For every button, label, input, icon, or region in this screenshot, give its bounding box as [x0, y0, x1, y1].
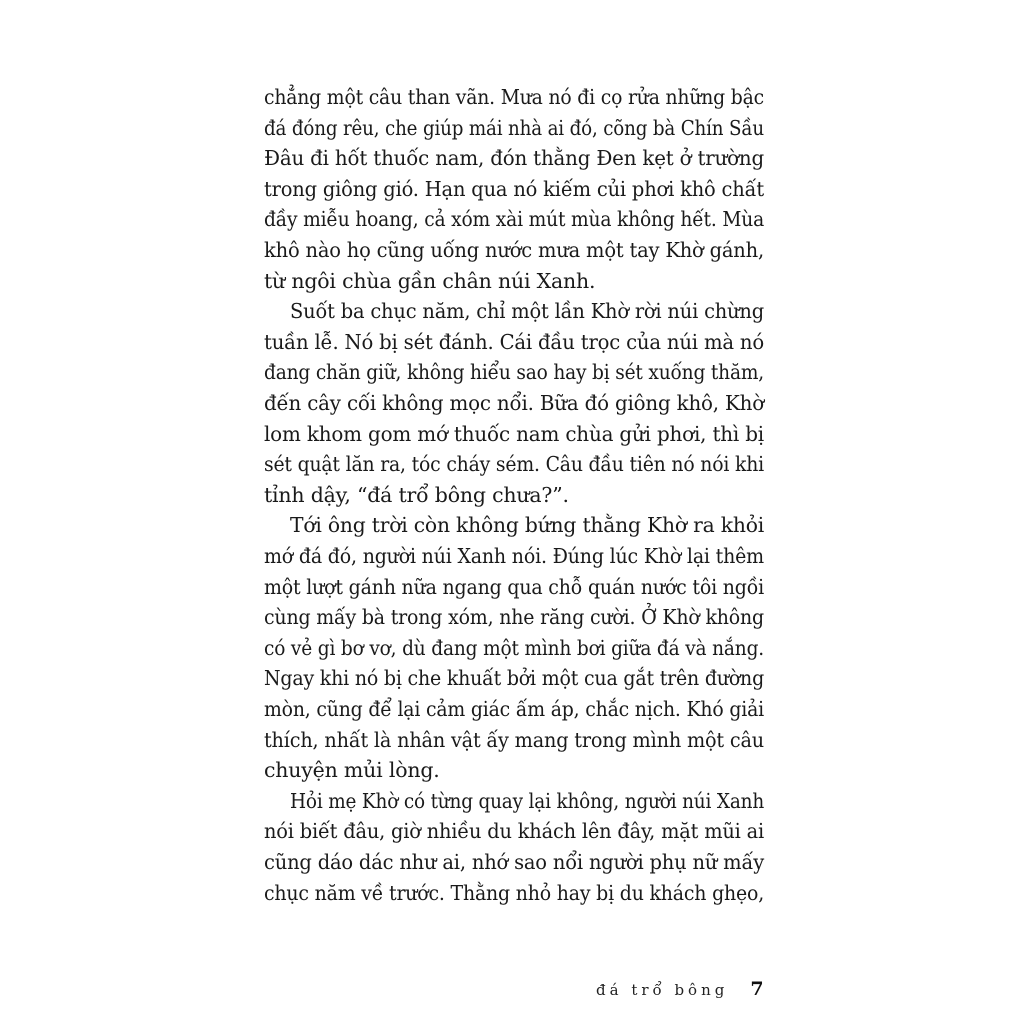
text-line: cùng mấy bà trong xóm, nhe răng cười. Ở Khờ không: [264, 605, 764, 630]
text-line: thích, nhất là nhân vật ấy mang trong mình một câu: [264, 727, 765, 752]
text-line: tỉnh dậy, “đá trổ bông chưa?”.: [264, 482, 569, 507]
text-line: khô nào họ cũng uống nước mưa một tay Khờ gánh,: [264, 238, 764, 262]
text-line: chuyện mủi lòng.: [264, 758, 440, 783]
text-line: sét quật lăn ra, tóc cháy sém. Câu đầu tiên nó nói khi: [264, 452, 764, 477]
text-line: đến cây cối không mọc nổi. Bữa đó giông khô, Khờ: [264, 391, 765, 415]
text-line: tuần lễ. Nó bị sét đánh. Cái đầu trọc của núi mà nó: [264, 329, 764, 354]
text-line: chẳng một câu than vãn. Mưa nó đi cọ rửa những bậc: [264, 85, 765, 109]
text-line: đang chăn giữ, không hiểu sao hay bị sét xuống thăm,: [264, 360, 765, 385]
text-line: Hỏi mẹ Khờ có từng quay lại không, người núi Xanh: [290, 788, 765, 813]
text-line: có vẻ gì bơ vơ, dù đang một mình bơi giữa đá và nắng.: [264, 635, 765, 660]
page-number: 7: [750, 978, 764, 1000]
text-line: đầy miễu hoang, cả xóm xài mút mùa không hết. Mùa: [264, 207, 765, 232]
text-line: một lượt gánh nữa ngang qua chỗ quán nước tôi ngồi: [264, 574, 765, 599]
text-line: Đâu đi hốt thuốc nam, đón thằng Đen kẹt ở trường: [264, 146, 764, 171]
text-line: lom khom gom mớ thuốc nam chùa gửi phơi, thì bị: [264, 421, 765, 446]
text-line: trong giông gió. Hạn qua nó kiếm củi phơi khô chất: [264, 176, 764, 201]
running-title: đá trổ bông: [596, 981, 729, 999]
text-line: đá đóng rêu, che giúp mái nhà ai đó, cõng bà Chín Sầu: [264, 115, 764, 140]
text-line: Ngay khi nó bị che khuất bởi một cua gắt trên đường: [264, 666, 765, 691]
page-footer: [596, 978, 764, 1000]
text-line: cũng dáo dác như ai, nhớ sao nổi người phụ nữ mấy: [264, 850, 765, 874]
text-line: mòn, cũng để lại cảm giác ấm áp, chắc nịch. Khó giải: [264, 697, 764, 721]
text-line: mớ đá đó, người núi Xanh nói. Đúng lúc Khờ lại thêm: [264, 544, 764, 568]
text-line: nói biết đâu, giờ nhiều du khách lên đây, mặt mũi ai: [264, 819, 765, 844]
text-line: Tới ông trời còn không bứng thằng Khờ ra khỏi: [290, 513, 765, 538]
text-line: Suốt ba chục năm, chỉ một lần Khờ rời núi chừng: [290, 299, 764, 324]
text-line: từ ngôi chùa gần chân núi Xanh.: [264, 268, 596, 293]
text-line: chục năm về trước. Thằng nhỏ hay bị du khách ghẹo,: [264, 880, 765, 905]
